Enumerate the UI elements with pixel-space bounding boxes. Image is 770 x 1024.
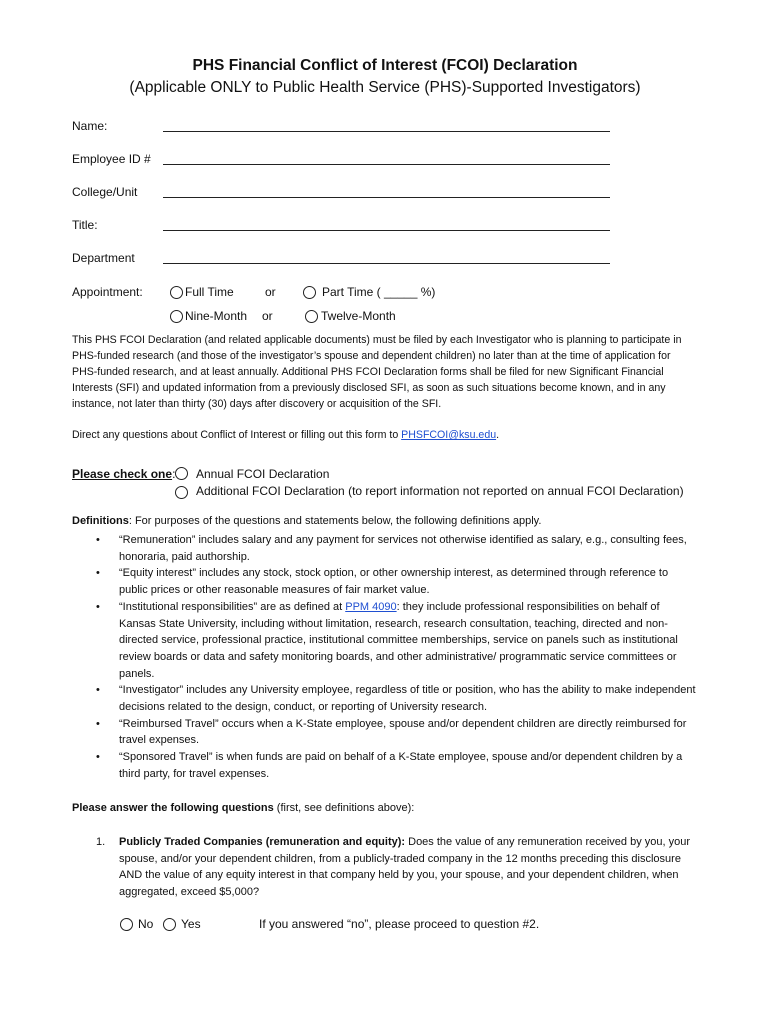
college-unit-field[interactable] (163, 197, 610, 198)
question-1-bold: Publicly Traded Companies (remuneration and equity): (119, 836, 406, 848)
radio-circle-icon (175, 486, 188, 499)
q1-yes-label: Yes (181, 917, 201, 931)
q1-no-radio[interactable] (120, 917, 133, 931)
definitions-label: Definitions (72, 515, 129, 527)
name-field[interactable] (163, 131, 610, 132)
twelve-month-radio[interactable] (305, 309, 318, 323)
contact-email-link[interactable]: PHSFCOI@ksu.edu (401, 429, 497, 441)
or-text: or (265, 285, 276, 299)
definition-item: • “Investigator” includes any University employee, regardless of title or position, who has the ability to make independent decisions related to the design, conduct, or reporting of University research. (72, 682, 697, 715)
employee-id-label: Employee ID # (72, 152, 151, 166)
nine-month-radio[interactable] (170, 309, 183, 323)
radio-circle-icon (163, 918, 176, 931)
employee-id-field[interactable] (163, 164, 610, 165)
part-time-label: Part Time ( _____ %) (322, 285, 436, 299)
questions-heading (72, 802, 414, 814)
department-label: Department (72, 251, 135, 265)
definition-item: • “Remuneration” includes salary and any payment for services not otherwise identified as salary, e.g., consulting fees, honoraria, paid authorship. (72, 532, 697, 565)
title-label: Title: (72, 218, 98, 232)
question-1-body: Does the value of any remuneration received by you, your spouse, and/or your dependent children, from a publicly-traded company in the 12 months preceding this disclosure AND the value of any equity interest in that company held by you, your spouse, and your dependent children, when aggregated, exceed $5,000? (119, 836, 690, 899)
question-1-text (119, 834, 692, 901)
definition-item: • “Sponsored Travel” is when funds are paid on behalf of a K-State employee, spouse and/or dependent children by a third party, for travel expenses. (72, 749, 697, 782)
definition-institutional-suffix: : they include professional responsibilities on behalf of Kansas State University, including without limitation, research, research consultation, teaching, directed and non-directed service, professional practice, institutional committee memberships, service on panels such as institutional review boards or data and safety monitoring boards, and other administrative/ programmatic service committees or panels. (119, 600, 678, 680)
twelve-month-label: Twelve-Month (321, 309, 396, 323)
or-text: or (262, 309, 273, 323)
check-one-label (72, 467, 175, 481)
title-field[interactable] (163, 230, 610, 231)
definition-item-institutional (72, 599, 697, 683)
department-field[interactable] (163, 263, 610, 264)
contact-suffix: . (496, 429, 500, 441)
definitions-intro-text: : For purposes of the questions and statements below, the following definitions apply. (128, 515, 542, 527)
radio-circle-icon (170, 286, 183, 299)
question-number: 1. (96, 836, 106, 848)
page-title: PHS Financial Conflict of Interest (FCOI) Declaration (192, 57, 578, 74)
additional-declaration-radio[interactable] (175, 485, 188, 499)
intro-paragraph: This PHS FCOI Declaration (and related applicable documents) must be filed by each Investigator who is planning to participate in PHS-funded research (and those of the investigator’s spouse and dependent children) no later than at the time of application for PHS-funded research, and at least annually. Additional PHS FCOI Declaration forms shall be filed for new Significant Financial Interests (SFI) and updated information from a previously disclosed SFI, as soon as such situations become known, and in any instance, not later than thirty (30) days after discovery or acquisition of the SFI. (72, 334, 682, 410)
check-one-text: Please check one (72, 467, 173, 481)
full-time-radio[interactable] (170, 285, 183, 299)
questions-heading-bold: Please answer the following questions (72, 802, 274, 814)
nine-month-label: Nine-Month (185, 309, 248, 323)
page-subtitle: (Applicable ONLY to Public Health Service (PHS)-Supported Investigators) (129, 79, 641, 96)
definition-item: • “Reimbursed Travel” occurs when a K-State employee, spouse and/or dependent children are directly reimbursed for travel expenses. (72, 716, 697, 749)
definitions-intro (72, 515, 541, 527)
q1-no-label: No (138, 917, 154, 931)
additional-declaration-label: Additional FCOI Declaration (to report information not reported on annual FCOI Declaration) (196, 484, 684, 498)
radio-circle-icon (305, 310, 318, 323)
annual-declaration-label: Annual FCOI Declaration (196, 467, 330, 481)
appointment-label: Appointment: (72, 285, 143, 299)
question-1 (72, 834, 692, 901)
radio-circle-icon (175, 467, 188, 480)
name-label: Name: (72, 119, 108, 133)
college-unit-label: College/Unit (72, 185, 138, 199)
check-one-colon: : (172, 467, 176, 481)
contact-line (72, 428, 692, 444)
radio-circle-icon (303, 286, 316, 299)
definition-item: • “Equity interest” includes any stock, stock option, or other ownership interest, as determined through reference to public prices or other reasonable measures of fair market value. (72, 565, 697, 598)
contact-prefix: Direct any questions about Conflict of Interest or filling out this form to (72, 429, 402, 441)
q1-yes-radio[interactable] (163, 917, 176, 931)
radio-circle-icon (170, 310, 183, 323)
q1-note: If you answered “no”, please proceed to question #2. (259, 917, 540, 931)
questions-heading-suffix: (first, see definitions above): (273, 802, 415, 814)
annual-declaration-radio[interactable] (175, 466, 188, 480)
ppm-4090-link[interactable]: PPM 4090 (345, 600, 397, 613)
full-time-label: Full Time (185, 285, 234, 299)
definitions-list (72, 532, 697, 783)
radio-circle-icon (120, 918, 133, 931)
definition-institutional-prefix: “Institutional responsibilities” are as defined at (119, 600, 346, 613)
part-time-radio[interactable] (303, 285, 316, 299)
